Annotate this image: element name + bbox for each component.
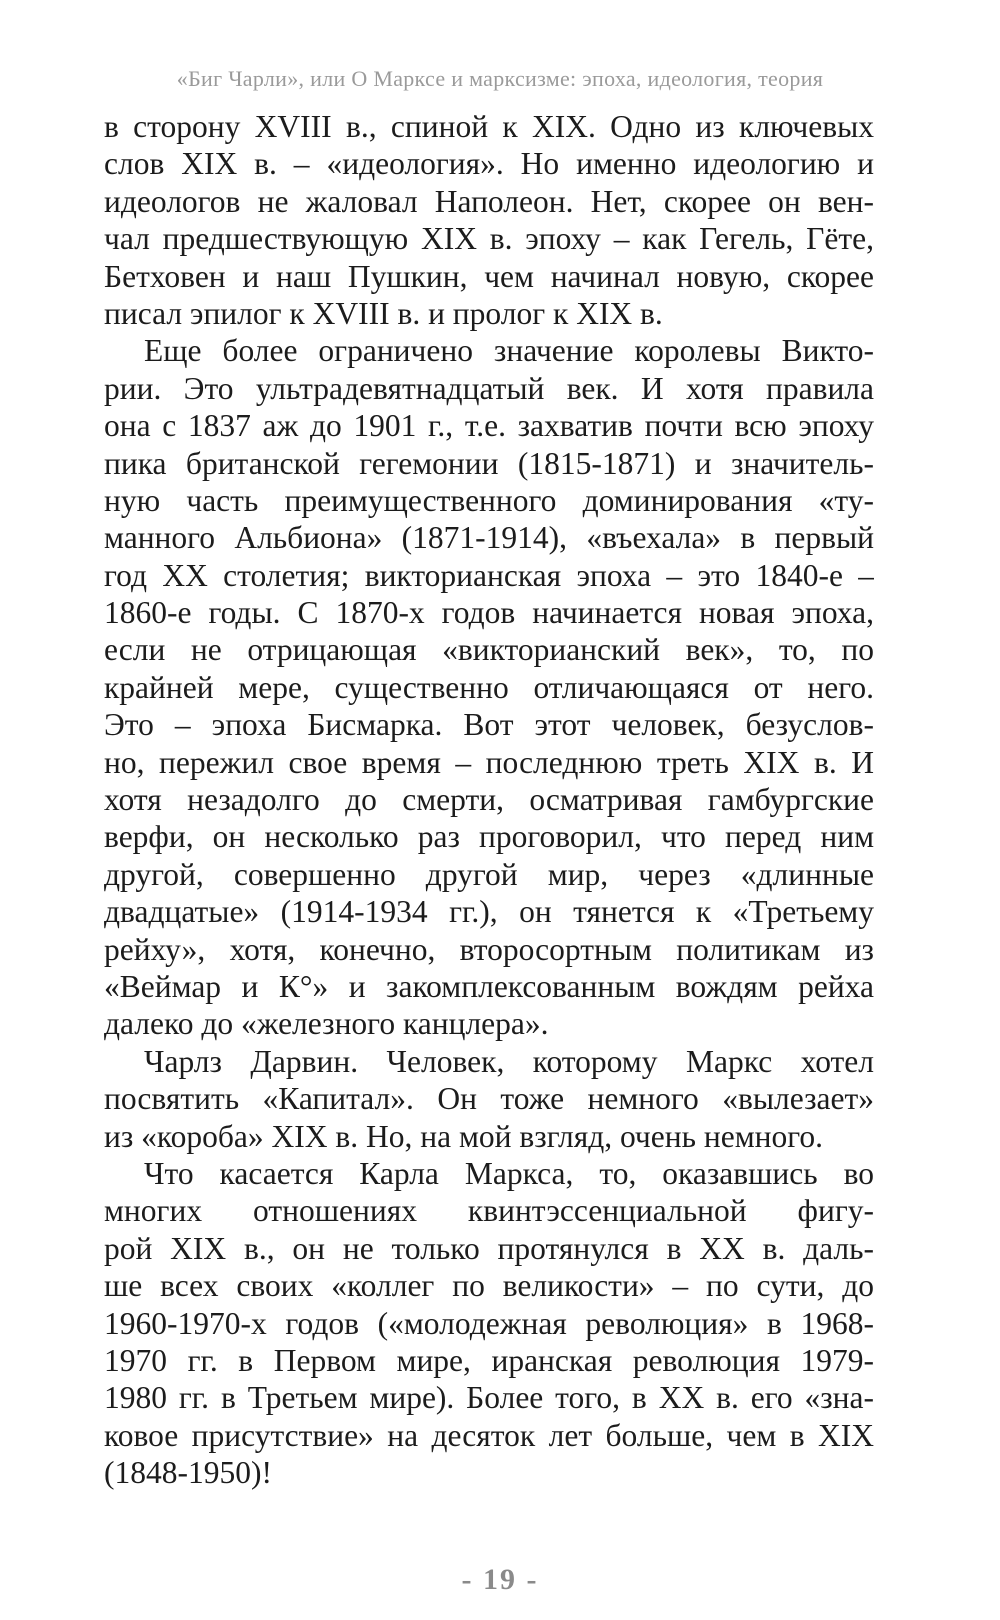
text-line: другой, совершенно другой мир, через «длинные xyxy=(104,856,874,892)
text-line: чал предшествующую XIX в. эпоху – как Гегель, Гёте, xyxy=(104,221,874,257)
text-line: идеологов не жаловал Наполеон. Нет, скорее он вен- xyxy=(104,183,874,219)
text-line: год XX столетия; викторианская эпоха – это 1840-е – xyxy=(104,557,874,593)
text-line: хотя незадолго до смерти, осматривая гамбургские xyxy=(104,782,874,818)
text-line: многих отношениях квинтэссенциальной фигу- xyxy=(104,1193,874,1229)
text-line: 1960-1970-х годов («молодежная революция» в 1968- xyxy=(104,1305,874,1341)
text-line: если не отрицающая «викторианский век», то, по xyxy=(104,632,874,668)
text-line: писал эпилог к XVIII в. и пролог к XIX в. xyxy=(104,295,663,331)
text-line: пика британской гегемонии (1815-1871) и значитель- xyxy=(104,445,874,481)
text-line: верфи, он несколько раз проговорил, что перед ним xyxy=(104,819,874,855)
text-line: 1970 гг. в Первом мире, иранская революция 1979- xyxy=(104,1342,874,1378)
text-line: рейху», хотя, конечно, второсортным политикам из xyxy=(104,931,874,967)
text-line: Что касается Карла Маркса, то, оказавшись во xyxy=(144,1155,874,1191)
text-line: далеко до «железного канцлера». xyxy=(104,1006,549,1042)
paragraph xyxy=(104,1155,874,1492)
text-line: крайней мере, существенно отличающаяся от него. xyxy=(104,669,874,705)
text-line: рой XIX в., он не только протянулся в XX в. даль- xyxy=(104,1230,874,1266)
body-text xyxy=(104,108,874,1491)
text-line: рии. Это ультрадевятнадцатый век. И хотя правила xyxy=(104,370,874,406)
text-line: Чарлз Дарвин. Человек, которому Маркс хотел xyxy=(144,1043,874,1079)
text-line: Бетховен и наш Пушкин, чем начинал новую, скорее xyxy=(104,258,874,294)
text-line: Еще более ограничено значение королевы Викто- xyxy=(144,333,874,369)
running-head: «Биг Чарли», или О Марксе и марксизме: эпоха, идеология, теория xyxy=(176,66,824,91)
text-line: ше всех своих «коллег по великости» – по сути, до xyxy=(104,1268,874,1304)
text-line: слов XIX в. – «идеология». Но именно идеологию и xyxy=(104,146,874,182)
text-line: 1980 гг. в Третьем мире). Более того, в XX в. его «зна- xyxy=(104,1380,874,1416)
text-line: в сторону XVIII в., спиной к XIX. Одно из ключевых xyxy=(104,109,874,144)
text-line: двадцатые» (1914-1934 гг.), он тянется к «Третьему xyxy=(104,894,874,930)
text-line: ковое присутствие» на десяток лет больше, чем в XIX xyxy=(104,1417,874,1453)
text-line: (1848-1950)! xyxy=(104,1455,272,1491)
text-line: но, пережил свое время – последнюю треть XIX в. И xyxy=(104,744,874,780)
text-line: 1860-е годы. С 1870-х годов начинается новая эпоха, xyxy=(104,595,874,631)
page-number: - 19 - xyxy=(461,1563,539,1596)
paragraph xyxy=(104,1043,874,1155)
text-line: Это – эпоха Бисмарка. Вот этот человек, безуслов- xyxy=(104,707,874,743)
text-line: «Веймар и К°» и закомплексованным вождям рейха xyxy=(104,968,874,1004)
text-line: посвятить «Капитал». Он тоже немного «вылезает» xyxy=(104,1081,874,1117)
paragraph xyxy=(104,332,874,1042)
text-line: она с 1837 аж до 1901 г., т.е. захватив почти всю эпоху xyxy=(104,408,874,444)
text-line: ную часть преимущественного доминирования «ту- xyxy=(104,482,874,518)
text-line: из «короба» XIX в. Но, на мой взгляд, очень немного. xyxy=(104,1118,823,1154)
paragraph xyxy=(104,108,874,332)
text-line: манного Альбиона» (1871-1914), «въехала» в первый xyxy=(104,520,874,556)
